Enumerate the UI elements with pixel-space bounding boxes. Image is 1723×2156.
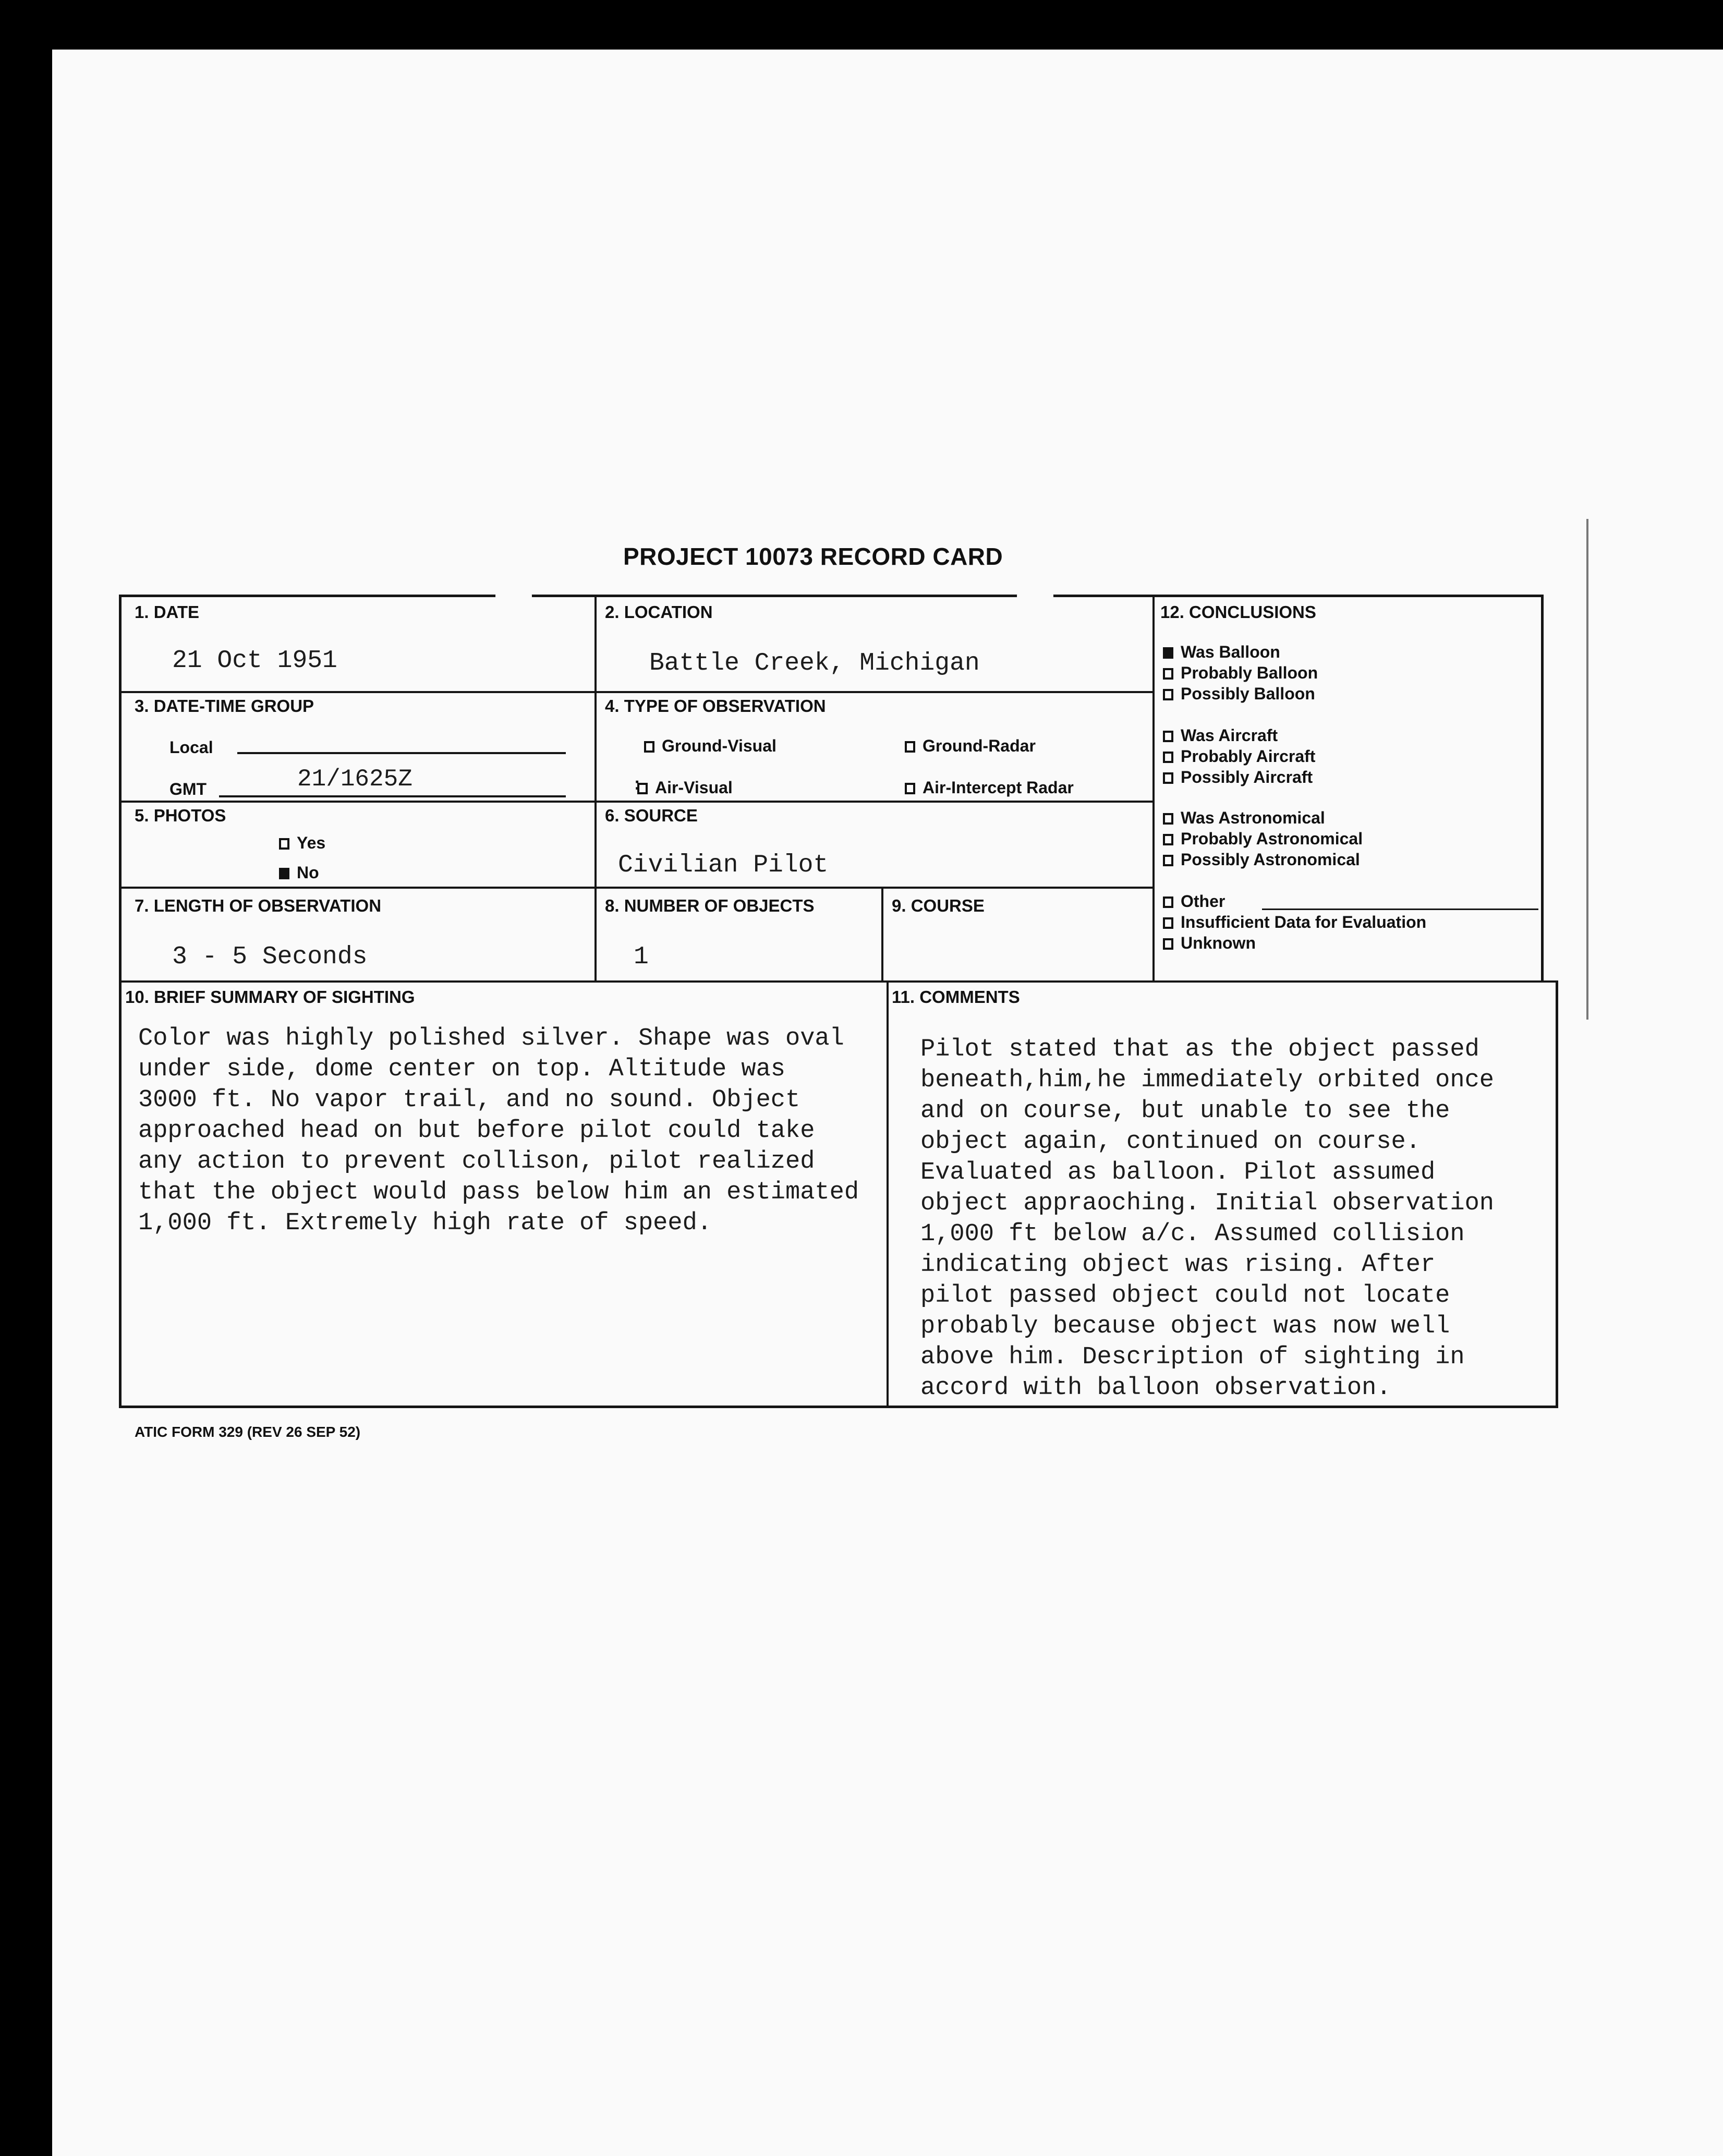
summary-line: that the object would pass below him an estimated (138, 1179, 859, 1206)
probably-balloon-label: Probably Balloon (1181, 663, 1318, 682)
possibly-aircraft-label: Possibly Aircraft (1181, 768, 1313, 786)
checkbox-square (1163, 752, 1173, 763)
summary-line: any action to prevent collison, pilot realized (138, 1148, 815, 1176)
summary-divider (887, 980, 889, 1408)
ground-visual-checkbox[interactable] (644, 736, 776, 756)
gmt-value: 21/1625Z (297, 766, 412, 793)
checkbox-square (1163, 731, 1173, 742)
row3-divider (119, 887, 1152, 889)
checkbox-square (1163, 689, 1173, 700)
checkbox-square (905, 783, 915, 794)
comment-line: pilot passed object could not locate (920, 1282, 1450, 1310)
insufficient-data-label: Insufficient Data for Evaluation (1181, 913, 1427, 931)
probably-balloon-option[interactable] (1163, 662, 1318, 683)
photos-no-label: No (297, 863, 319, 882)
photos-yes-label: Yes (297, 833, 326, 852)
date-label: 1. DATE (135, 602, 200, 622)
comment-line: object appraoching. Initial observation (920, 1190, 1494, 1217)
comment-line: and on course, but unable to see the (920, 1097, 1450, 1125)
probably-aircraft-label: Probably Aircraft (1181, 747, 1316, 766)
ground-visual-label: Ground-Visual (662, 736, 776, 755)
possibly-aircraft-option[interactable] (1163, 767, 1315, 788)
comment-line: probably because object was now well (920, 1313, 1450, 1340)
summary-line: Color was highly polished silver. Shape was oval (138, 1025, 844, 1052)
comment-line: 1,000 ft below a/c. Assumed collision (920, 1220, 1465, 1248)
air-intercept-radar-label: Air-Intercept Radar (923, 778, 1074, 797)
comment-line: accord with balloon observation. (920, 1374, 1391, 1402)
location-value: Battle Creek, Michigan (649, 649, 980, 677)
comment-line: object again, continued on course. (920, 1128, 1421, 1156)
location-label: 2. LOCATION (605, 602, 713, 622)
conclusions-group-balloon (1163, 641, 1318, 704)
local-underline (237, 752, 566, 754)
punch-notch-right (1017, 578, 1053, 614)
gmt-underline (219, 795, 566, 797)
other-label: Other (1181, 892, 1225, 911)
possibly-balloon-label: Possibly Balloon (1181, 684, 1315, 703)
checkbox-square (1163, 834, 1173, 845)
summary-line: under side, dome center on top. Altitude was (138, 1056, 786, 1083)
was-aircraft-option[interactable] (1163, 725, 1315, 746)
summary-label: 10. BRIEF SUMMARY OF SIGHTING (125, 987, 415, 1007)
col9-divider (881, 887, 883, 980)
bottom-border (119, 1406, 1558, 1408)
comment-line: beneath,him,he immediately orbited once (920, 1067, 1494, 1094)
row2-divider (119, 801, 1152, 803)
was-astronomical-label: Was Astronomical (1181, 808, 1325, 827)
summary-line: 3000 ft. No vapor trail, and no sound. Object (138, 1086, 800, 1114)
possibly-astronomical-option[interactable] (1163, 849, 1363, 870)
left-border (119, 595, 122, 1408)
photos-no-checkbox[interactable] (279, 863, 319, 882)
card-title: PROJECT 10073 RECORD CARD (623, 543, 1003, 570)
comment-line: Pilot stated that as the object passed (920, 1036, 1479, 1063)
form-number: ATIC FORM 329 (REV 26 SEP 52) (135, 1424, 361, 1440)
was-aircraft-label: Was Aircraft (1181, 726, 1278, 745)
source-value: Civilian Pilot (618, 851, 829, 879)
ground-radar-label: Ground-Radar (923, 736, 1036, 755)
check-mark: : (634, 774, 640, 794)
checkbox-square (1163, 917, 1173, 929)
length-of-observation-label: 7. LENGTH OF OBSERVATION (135, 896, 382, 915)
air-visual-label: Air-Visual (655, 778, 733, 797)
number-of-objects-value: 1 (634, 943, 649, 971)
air-visual-checkbox[interactable] (634, 774, 733, 797)
checkbox-square (1163, 772, 1173, 784)
row4-divider (119, 980, 1558, 983)
checkbox-square (1163, 813, 1173, 825)
scan-edge-mark (1586, 519, 1588, 1020)
comments-label: 11. COMMENTS (892, 987, 1020, 1007)
photos-yes-checkbox[interactable] (279, 833, 325, 853)
unknown-option[interactable] (1163, 932, 1426, 953)
punch-notch-left (495, 578, 532, 614)
other-underline (1262, 909, 1538, 910)
date-time-group-label: 3. DATE-TIME GROUP (135, 696, 314, 716)
top-border (119, 595, 1544, 597)
date-value: 21 Oct 1951 (172, 647, 337, 675)
comments-text (920, 1034, 1494, 1403)
checkbox-square (1163, 938, 1173, 950)
right-border-lower (1556, 980, 1558, 1408)
ground-radar-checkbox[interactable] (905, 736, 1036, 756)
summary-text (138, 1023, 859, 1239)
unknown-label: Unknown (1181, 934, 1256, 952)
course-label: 9. COURSE (892, 896, 985, 915)
number-of-objects-label: 8. NUMBER OF OBJECTS (605, 896, 815, 915)
was-balloon-label: Was Balloon (1181, 643, 1280, 661)
checkbox-square (279, 838, 289, 850)
conclusions-group-other (1163, 891, 1426, 953)
length-of-observation-value: 3 - 5 Seconds (172, 943, 368, 971)
col1-divider (594, 595, 597, 980)
right-border (1541, 595, 1544, 980)
summary-line: 1,000 ft. Extremely high rate of speed. (138, 1209, 712, 1237)
col2-divider (1152, 595, 1155, 980)
probably-aircraft-option[interactable] (1163, 746, 1315, 767)
checkbox-square-checked (1163, 647, 1173, 659)
checkbox-square (644, 741, 654, 753)
comment-line: above him. Description of sighting in (920, 1343, 1465, 1371)
comment-line: Evaluated as balloon. Pilot assumed (920, 1159, 1436, 1186)
was-balloon-option[interactable] (1163, 641, 1318, 662)
was-astronomical-option[interactable] (1163, 807, 1363, 828)
gmt-label: GMT (169, 780, 207, 798)
insufficient-data-option[interactable] (1163, 912, 1426, 932)
local-label: Local (169, 738, 213, 757)
conclusions-group-aircraft (1163, 725, 1315, 788)
possibly-astronomical-label: Possibly Astronomical (1181, 850, 1360, 869)
checkbox-square (1163, 668, 1173, 680)
checkbox-square (905, 741, 915, 753)
photos-label: 5. PHOTOS (135, 806, 226, 825)
conclusions-group-astronomical (1163, 807, 1363, 870)
source-label: 6. SOURCE (605, 806, 698, 825)
type-of-observation-label: 4. TYPE OF OBSERVATION (605, 696, 826, 716)
probably-astronomical-option[interactable] (1163, 828, 1363, 849)
summary-line: approached head on but before pilot could take (138, 1117, 815, 1145)
conclusions-label: 12. CONCLUSIONS (1160, 602, 1316, 622)
checkbox-square (1163, 897, 1173, 908)
probably-astronomical-label: Probably Astronomical (1181, 829, 1363, 848)
checkbox-square-checked (279, 868, 289, 879)
row1-divider (119, 691, 1152, 693)
checkbox-square (1163, 855, 1173, 866)
possibly-balloon-option[interactable] (1163, 683, 1318, 704)
comment-line: indicating object was rising. After (920, 1251, 1436, 1279)
air-intercept-radar-checkbox[interactable] (905, 778, 1074, 797)
